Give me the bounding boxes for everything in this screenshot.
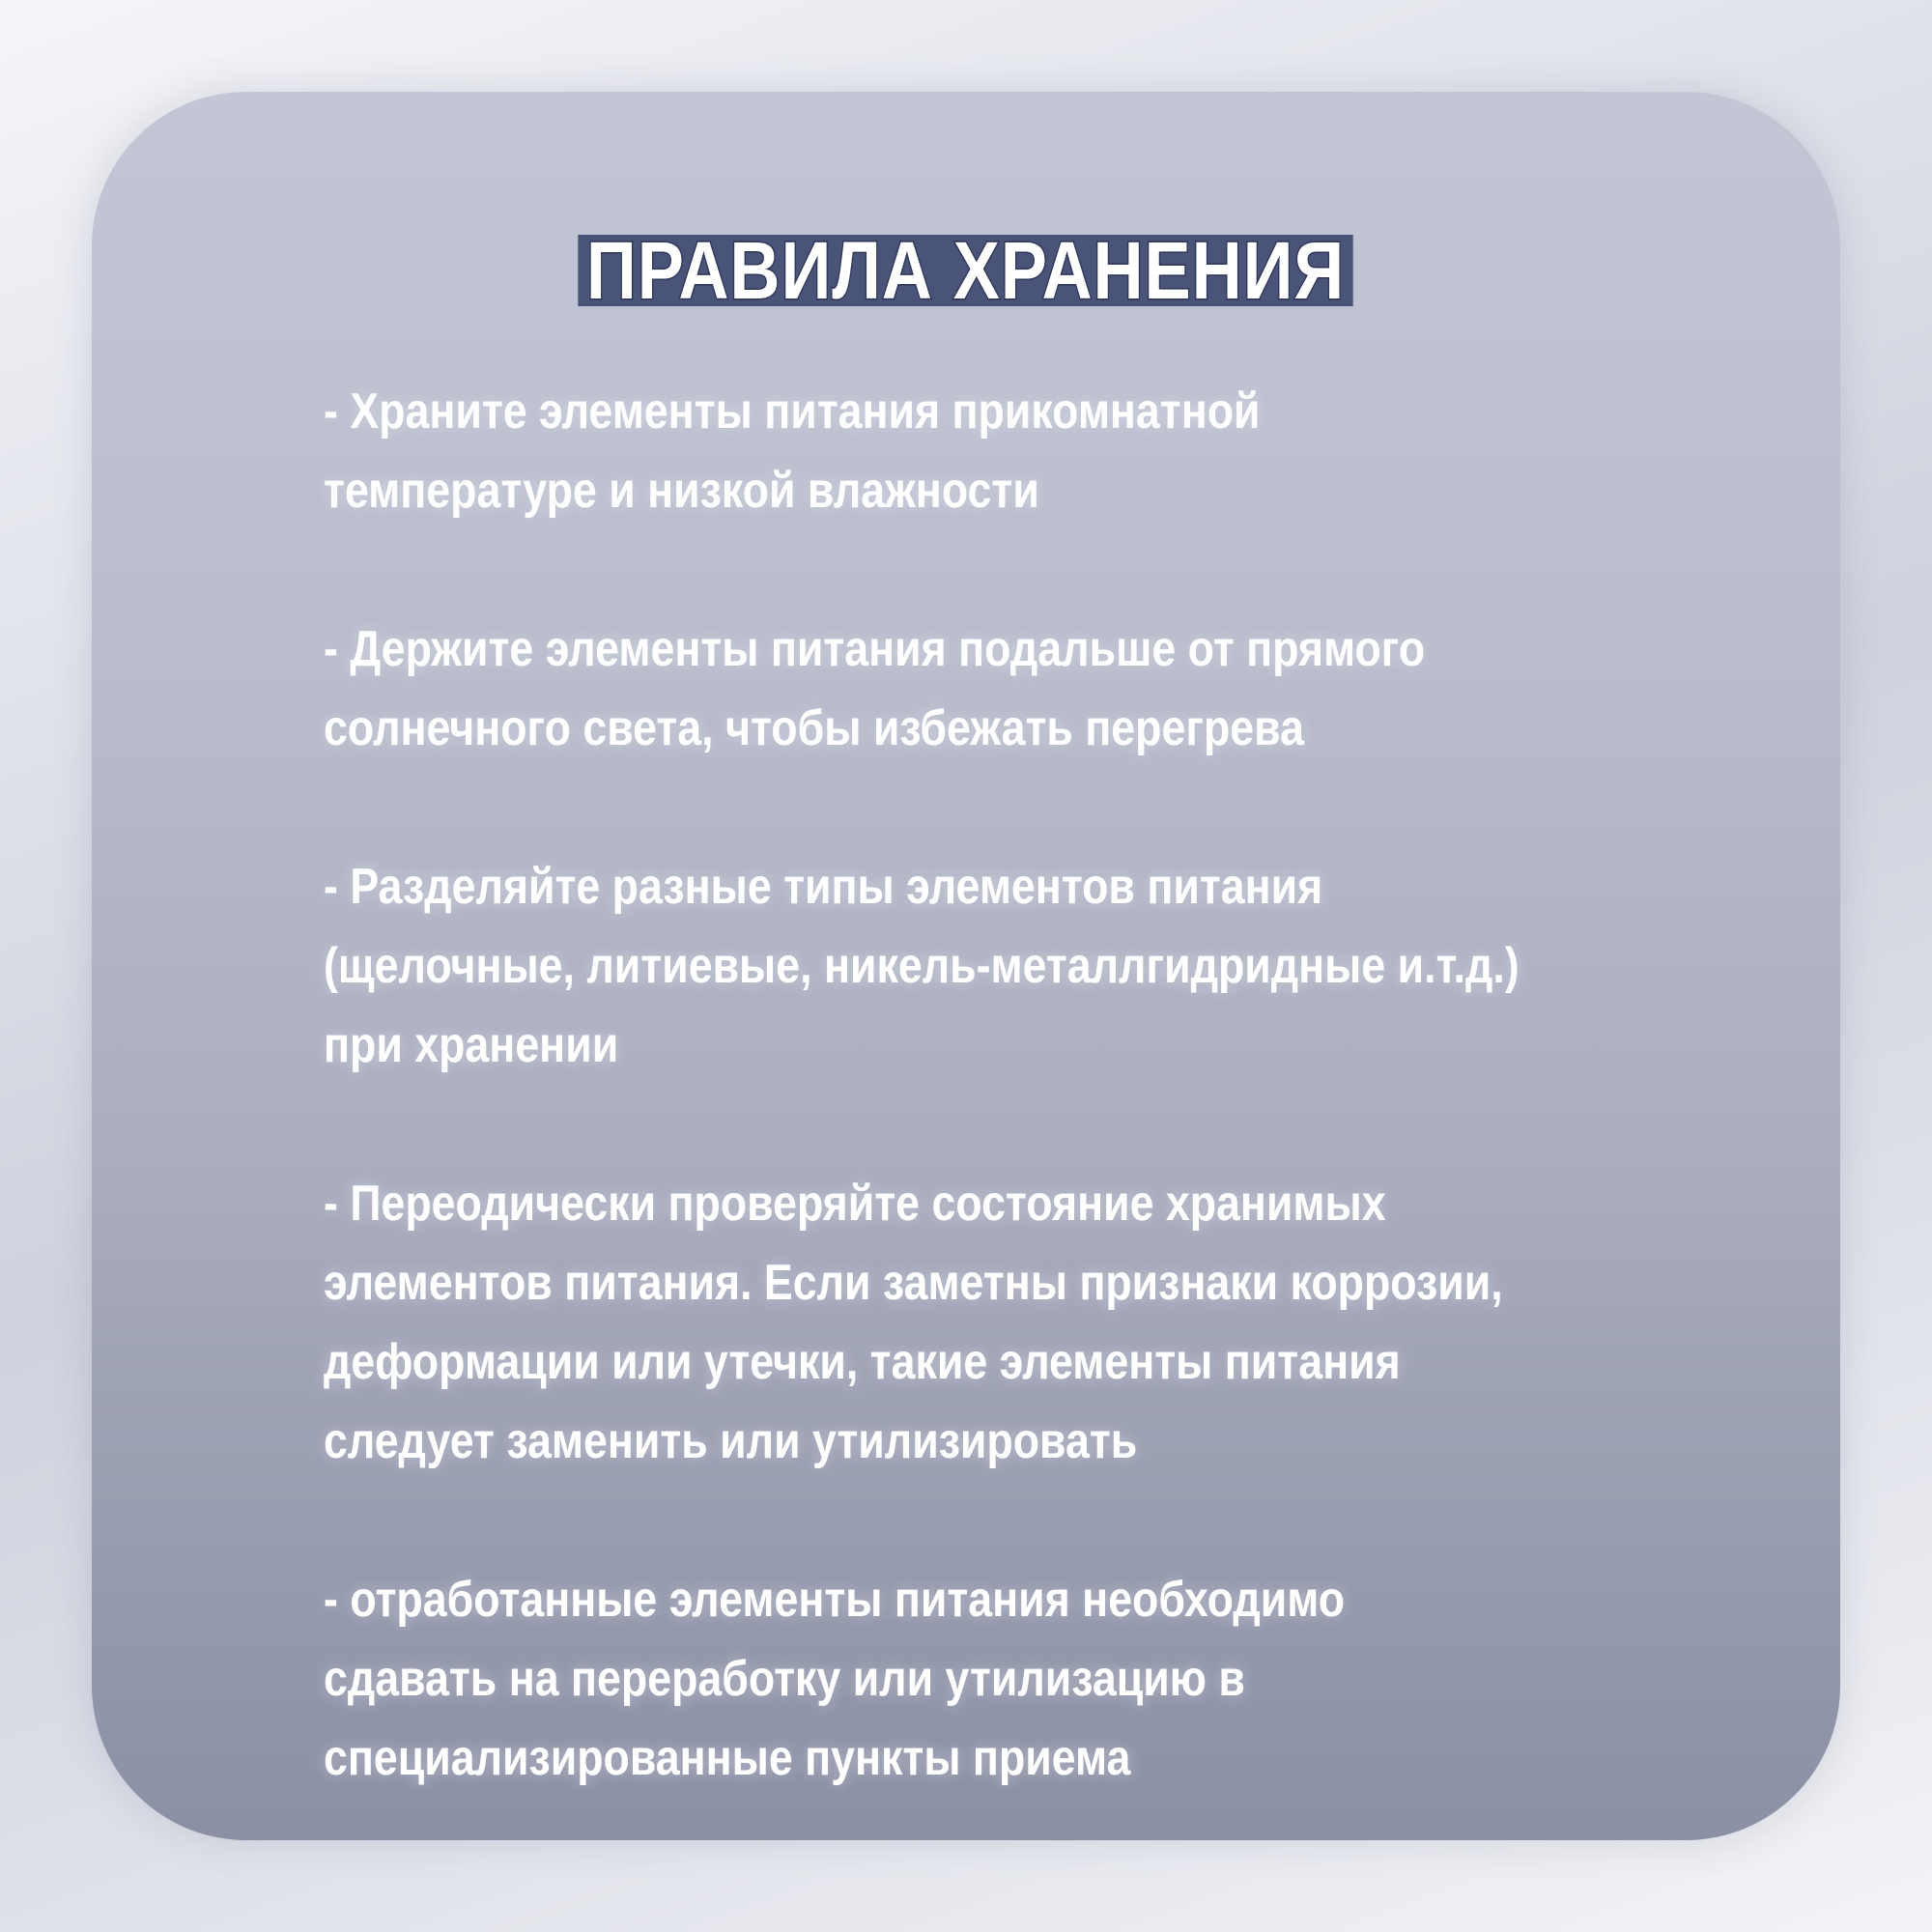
rule-item-4: - Переодически проверяйте состояние хранимых элементов питания. Если заметны признаки коррозии, деформации или утечки, такие элементы питания следует заменить или утилизировать bbox=[324, 1176, 1503, 1469]
rule-item-5: - отработанные элементы питания необходимо сдавать на переработку или утилизацию в специализированные пункты приема bbox=[324, 1572, 1346, 1786]
rule-item-3: - Разделяйте разные типы элементов питания (щелочные, литиевые, никель-металлгидридные и.т.д.) при хранении bbox=[324, 859, 1520, 1073]
title-container bbox=[92, 225, 1840, 316]
rule-item-1: - Храните элементы питания прикомнатной температуре и низкой влажности bbox=[324, 384, 1261, 519]
page-title: ПРАВИЛА ХРАНЕНИЯ bbox=[579, 235, 1353, 306]
rule-item-2: - Держите элементы питания подальше от прямого солнечного света, чтобы избежать перегрева bbox=[324, 621, 1426, 756]
info-card bbox=[92, 92, 1840, 1840]
rules-list bbox=[324, 372, 1811, 1877]
